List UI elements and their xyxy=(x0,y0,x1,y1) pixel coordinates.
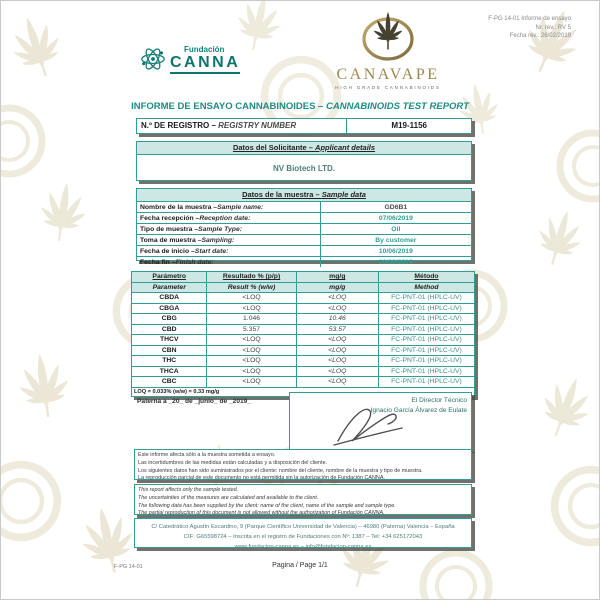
place-date: Paterna a _20_ de _junio_ de _2019_ xyxy=(137,398,251,405)
results-row: CBG 1.046 10.46 FC-PNT-01 (HPLC-UV) xyxy=(132,314,475,325)
results-row: THC <LOQ <LOQ FC-PNT-01 (HPLC-UV) xyxy=(132,356,475,367)
signature-box xyxy=(289,392,472,450)
address-line: www.fundacion-canna.es – info@fundacion-canna.es xyxy=(234,544,372,551)
signatory-role: El Director Técnico xyxy=(411,397,467,404)
report-title-es: INFORME DE ENSAYO CANNABINOIDES – xyxy=(131,101,327,112)
address-box xyxy=(134,518,472,551)
results-table-box xyxy=(131,271,475,397)
applicant-name: NV Biotech LTD. xyxy=(272,164,336,173)
fundacion-canna-logo xyxy=(139,45,240,74)
sample-row xyxy=(137,246,471,257)
canavape-tagline: HIGH GRADE CANNABINOIDS xyxy=(335,85,441,90)
sample-label: Tipo de muestra – Sample Type: xyxy=(137,224,321,234)
results-header-row-en: Parameter Result % (w/w) mg/g Method xyxy=(132,282,475,293)
registry-box xyxy=(136,118,472,134)
results-row: THCA <LOQ <LOQ FC-PNT-01 (HPLC-UV) xyxy=(132,366,475,377)
disclaimer-en-line: The partial reproduction of this document is not allowed without the authorization of Fundación CANNA. xyxy=(138,510,385,517)
sample-label: Nombre de la muestra – Sample name: xyxy=(137,202,321,212)
report-title-en: CANNABINOIDS TEST REPORT xyxy=(326,101,469,112)
signatory-name: Ignacio García Álvarez de Eulate xyxy=(370,406,467,414)
signature-icon xyxy=(328,401,418,447)
applicant-header: Datos del Solicitante – Applicant details xyxy=(137,142,471,155)
sample-label: Fecha recepción – Reception date: xyxy=(137,213,321,223)
results-header-row-es: Parámetro Resultado % (p/p) mg/g Método xyxy=(132,272,475,283)
sample-data-header: Datos de la muestra – Sample data xyxy=(137,189,471,202)
disclaimer-en-box xyxy=(134,484,472,515)
doc-meta-line3: Fecha rev.: 26/02/2019 xyxy=(509,33,571,40)
results-row: CBGA <LOQ <LOQ FC-PNT-01 (HPLC-UV) xyxy=(132,303,475,314)
sample-data-box xyxy=(136,188,472,266)
doc-meta-line1: F-PG 14-01 Informe de ensayo xyxy=(488,16,571,22)
applicant-box xyxy=(136,141,472,181)
disclaimer-es-line: Las incertidumbres de las medidas están calculadas y a disposición del cliente. xyxy=(138,459,328,466)
address-line: C/ Catedrático Agustín Escardino, 9 (Parque Científico Universidad de Valencia) – 46980 (Paterna) Valencia – España xyxy=(151,524,455,530)
results-row: CBN <LOQ <LOQ FC-PNT-01 (HPLC-UV) xyxy=(132,345,475,356)
loq-note: LOQ = 0.033% (w/w) = 0.33 mg/g xyxy=(131,388,475,398)
cannabis-leaf-ring-icon xyxy=(360,11,416,61)
registry-label: N.º DE REGISTRO – REGISTRY NUMBER xyxy=(137,119,347,133)
canavape-wordmark: CANAVAPE xyxy=(336,66,440,83)
fundacion-canna-wordmark xyxy=(170,45,240,74)
atom-icon xyxy=(139,45,167,73)
sample-label: Fecha de inicio – Start date: xyxy=(137,246,321,256)
canavape-logo xyxy=(323,11,453,90)
results-table xyxy=(131,271,475,388)
sample-value: 07/06/2019 xyxy=(378,214,413,222)
sample-value: By customer xyxy=(375,236,417,244)
canna-label: CANNA xyxy=(170,55,240,74)
sample-value: 10/06/2019 xyxy=(378,247,413,255)
footer-form-code: F-PG 14-01 xyxy=(114,564,143,570)
sample-label: Toma de muestra – Sampling: xyxy=(137,235,321,245)
report-title xyxy=(1,101,599,112)
sample-label: Fecha fin – Finish date: xyxy=(137,257,321,267)
report-content xyxy=(1,1,599,599)
doc-meta xyxy=(488,15,571,41)
disclaimer-en-line: The uncertainties of the measures are calculated and available to the client. xyxy=(138,494,319,501)
footer-page-number: Pagina / Page 1/1 xyxy=(272,562,328,569)
sample-row xyxy=(137,213,471,224)
disclaimer-es-line: Los siguientes datos han sido suministrados por el cliente: nombre del cliente, nombre de la muestra y tipo de muestra. xyxy=(138,467,423,474)
disclaimer-en-line: This report affects only the sample tested. xyxy=(138,487,239,493)
disclaimer-es-box xyxy=(134,449,472,480)
sample-value: Oil xyxy=(391,225,401,233)
doc-meta-line2: Nr. rev.: RV 5 xyxy=(535,24,571,31)
sample-row xyxy=(137,235,471,246)
fundacion-label: Fundación xyxy=(184,45,225,54)
registry-value: M19-1156 xyxy=(391,121,427,130)
disclaimer-en-line: The following data has been supplied by the client: name of the client, name of the sample and sample type. xyxy=(138,502,396,509)
results-row: CBD 5.357 53.57 FC-PNT-01 (HPLC-UV) xyxy=(132,324,475,335)
sample-row xyxy=(137,224,471,235)
disclaimer-es-line: Este informe afecta sólo a la muestra sometida a ensayo. xyxy=(138,452,276,458)
address-line: CIF: G65598724 – Inscrita en el registro de Fundaciones con Nº: 1387 – Tel: +34 625172043 xyxy=(183,534,423,541)
sample-value: GD6B1 xyxy=(384,203,408,211)
sample-value: 20/06/2019 xyxy=(378,258,413,266)
sample-row xyxy=(137,202,471,213)
sample-row xyxy=(137,257,471,267)
disclaimer-es-line: La reproducción parcial de este documento no está permitida sin la autorización de Fundación CANNA. xyxy=(138,475,385,482)
results-row: CBDA <LOQ <LOQ FC-PNT-01 (HPLC-UV) xyxy=(132,293,475,304)
results-row: CBC <LOQ <LOQ FC-PNT-01 (HPLC-UV) xyxy=(132,377,475,388)
results-row: THCV <LOQ <LOQ FC-PNT-01 (HPLC-UV) xyxy=(132,335,475,346)
